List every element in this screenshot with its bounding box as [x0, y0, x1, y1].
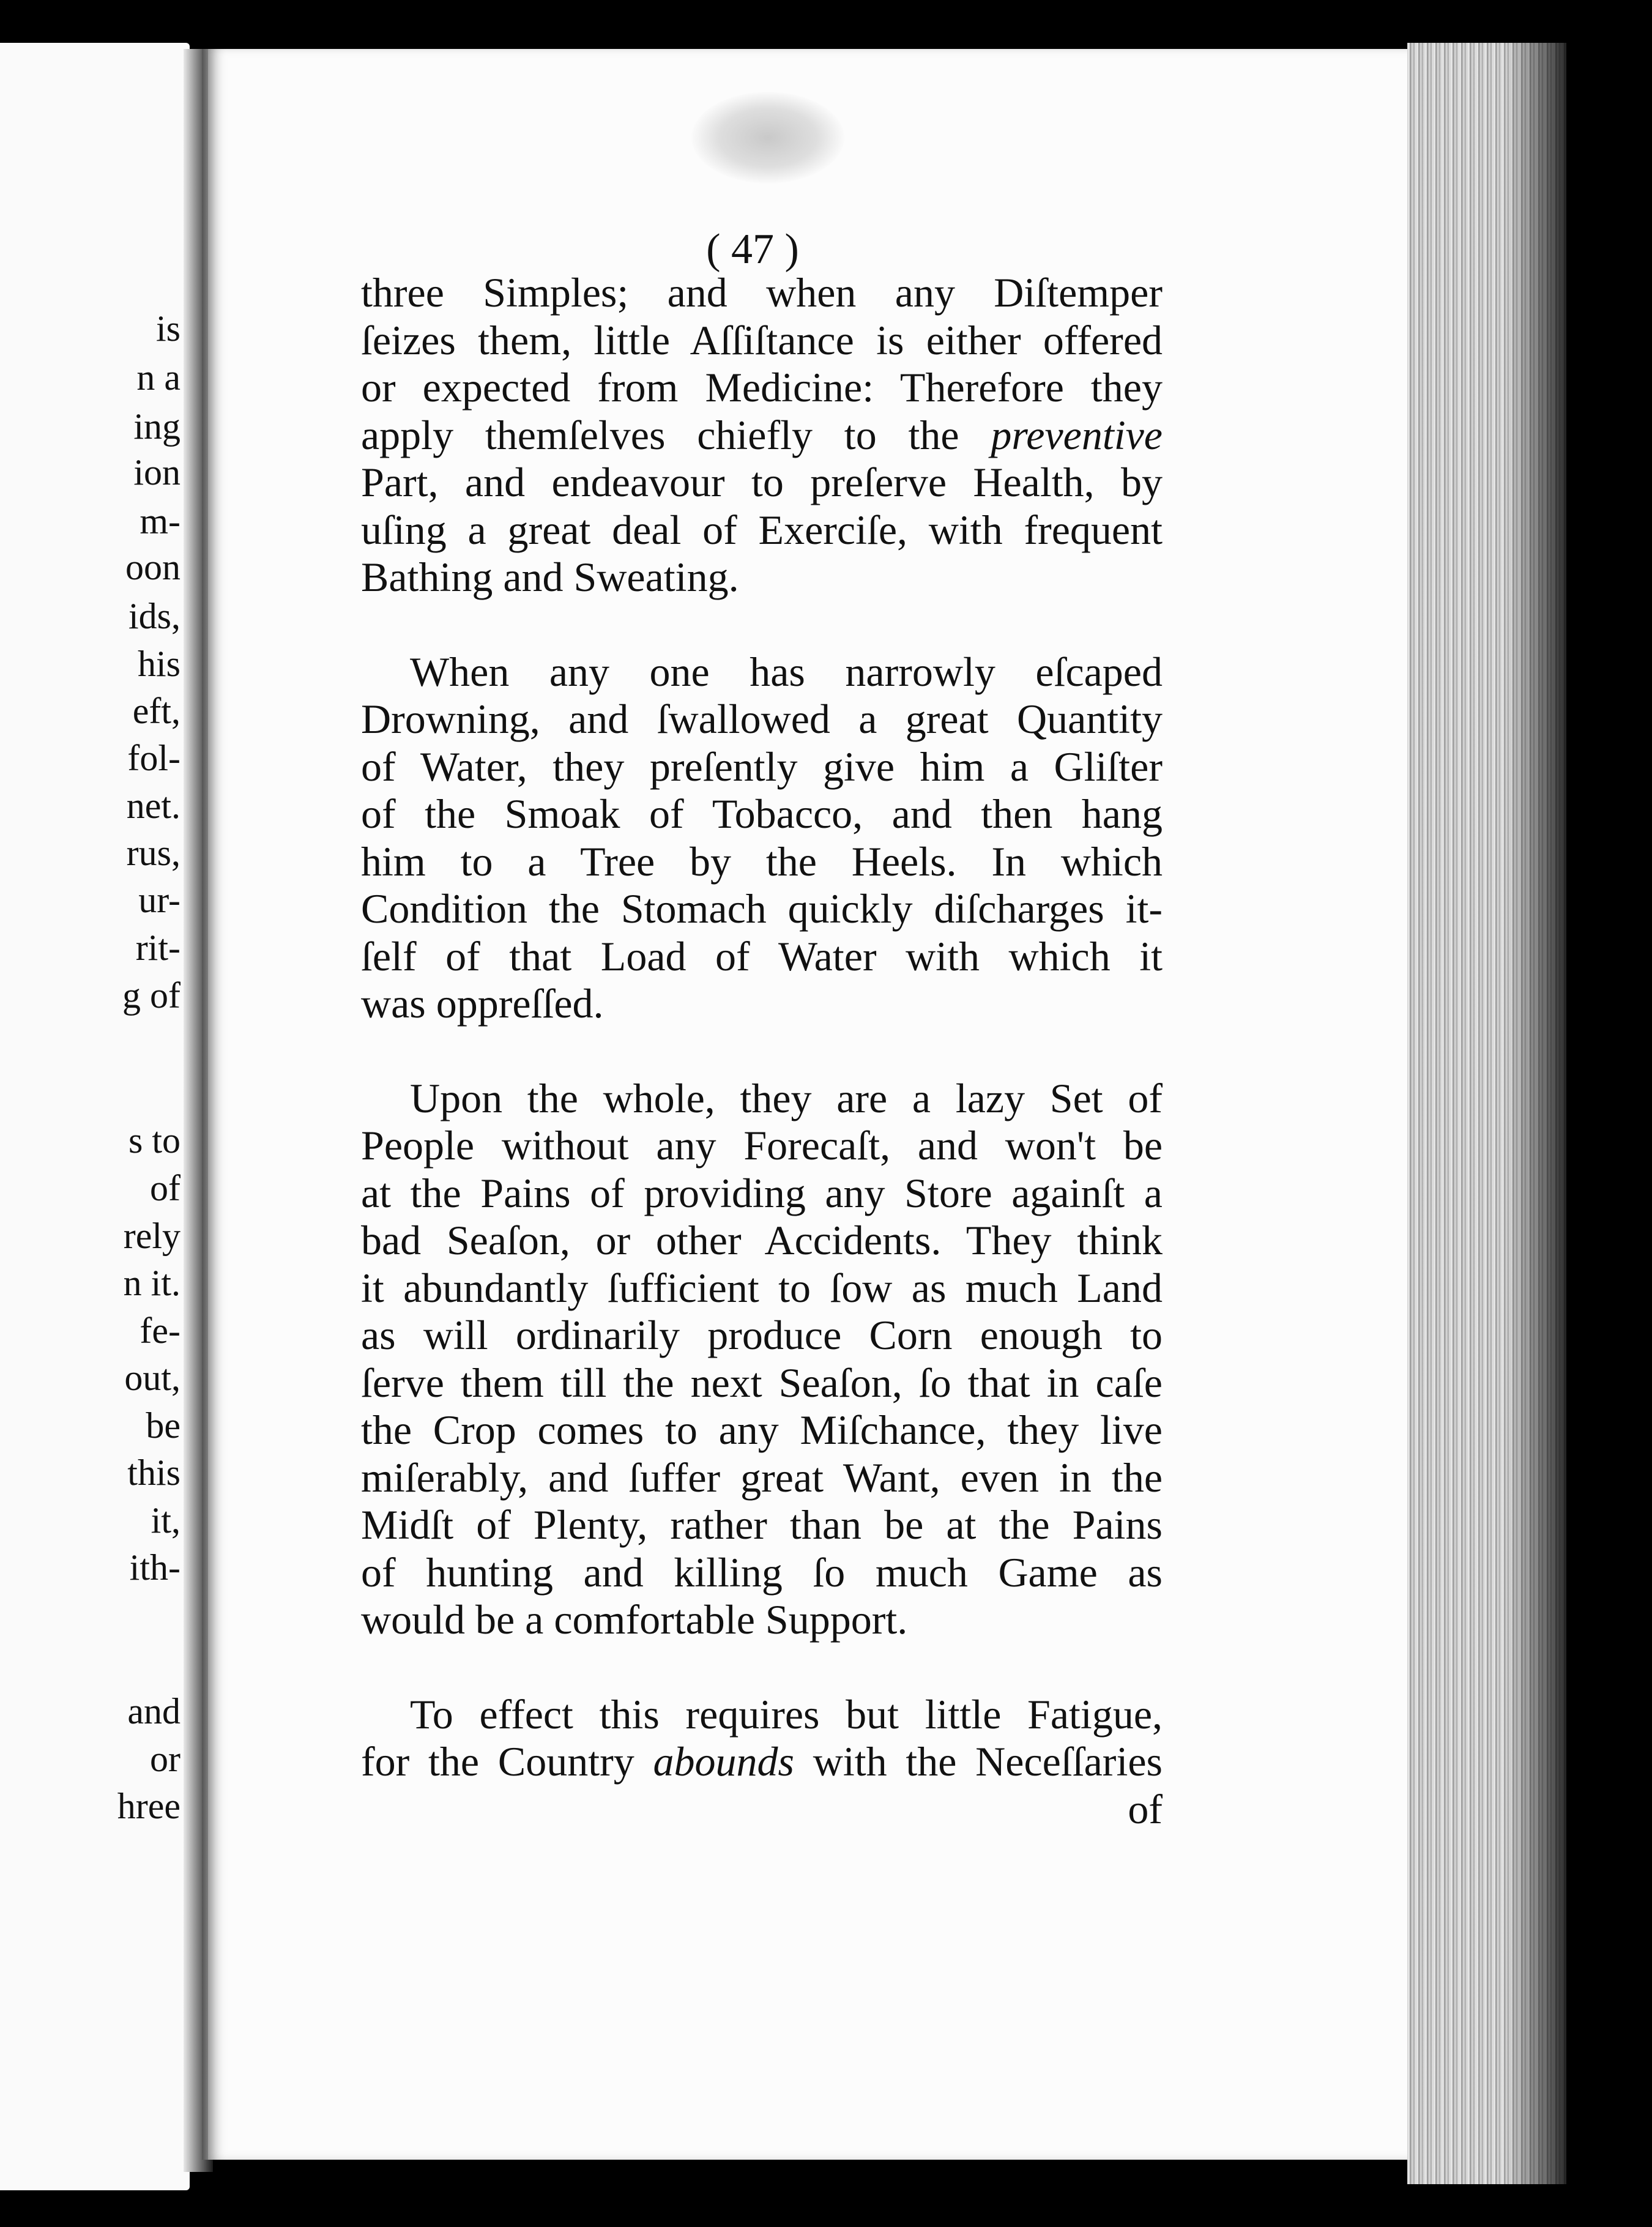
- text-line: for the Country abounds with the Neceſſaries: [361, 1738, 1163, 1785]
- text-line: as will ordinarily produce Corn enough to: [361, 1312, 1163, 1358]
- catchword: of: [1128, 1785, 1163, 1832]
- text-line: or expected from Medicine: Therefore they: [361, 364, 1163, 411]
- text-line: When any one has narrowly eſcaped: [410, 648, 1163, 695]
- text-line: Drowning, and ſwallowed a great Quantity: [361, 696, 1163, 742]
- left-page-fragment: g of: [122, 975, 180, 1016]
- text-line: three Simples; and when any Diſtemper: [361, 269, 1163, 316]
- text-line: Bathing and Sweating.: [361, 554, 739, 600]
- left-page-fragment: ion: [133, 452, 180, 493]
- page-number: ( 47 ): [706, 226, 799, 273]
- left-page-fragment: rus,: [126, 833, 180, 873]
- paragraph-gap: [361, 1028, 1163, 1075]
- text-line: the Crop comes to any Miſchance, they live: [361, 1407, 1163, 1453]
- paragraph: [361, 1075, 1163, 1644]
- left-page-fragment: eft,: [132, 691, 180, 731]
- paragraph: [361, 1691, 1163, 1786]
- text-line: apply themſelves chiefly to the preventive: [361, 411, 1163, 458]
- text-line: of hunting and killing ſo much Game as: [361, 1548, 1163, 1596]
- left-page-fragment: rit-: [135, 928, 180, 968]
- left-page-fragment: his: [137, 644, 180, 684]
- text-line: Upon the whole, they are a lazy Set of: [410, 1074, 1163, 1121]
- text-line: ſelf of that Load of Water with which it: [361, 932, 1163, 980]
- paragraph: [361, 269, 1163, 601]
- book-edge-shadow: [1505, 43, 1579, 2184]
- text-line: was oppreſſed.: [361, 980, 604, 1027]
- text-line: Condition the Stomach quickly diſcharges it-: [361, 885, 1163, 932]
- paragraph-gap: [361, 601, 1163, 649]
- text-line: would be a comfortable Support.: [361, 1596, 908, 1643]
- text-line: ſerve them till the next Seaſon, ſo that in caſe: [361, 1359, 1163, 1406]
- left-page-fragment: m-: [140, 501, 180, 541]
- text-line: People without any Forecaſt, and won't be: [361, 1122, 1163, 1169]
- left-page-fragment: of: [150, 1168, 180, 1208]
- left-page-fragment: oon: [125, 547, 180, 587]
- left-page-fragment: ur-: [138, 880, 180, 920]
- ink-smudge: [691, 92, 844, 184]
- left-page-fragment: and: [127, 1691, 180, 1731]
- left-page-fragment: ing: [133, 406, 180, 447]
- left-page-fragment: be: [146, 1405, 180, 1446]
- text-line: ſeizes them, little Aſſiſtance is either offered: [361, 316, 1163, 363]
- page-body-text: [361, 269, 1163, 1833]
- left-page-fragment: hree: [117, 1786, 180, 1826]
- left-page-fragment: n a: [136, 357, 180, 398]
- left-page-fragment: is: [155, 308, 180, 349]
- left-page-fragment: fol-: [127, 738, 180, 778]
- text-line: it abundantly ſufficient to ſow as much Land: [361, 1264, 1163, 1311]
- text-line: Midſt of Plenty, rather than be at the Pains: [361, 1501, 1163, 1548]
- left-page-fragment: fe-: [140, 1311, 180, 1351]
- text-line: Part, and endeavour to preſerve Health, by: [361, 459, 1163, 505]
- left-page-fragment: ids,: [128, 596, 180, 636]
- left-page-fragment: it,: [151, 1500, 180, 1541]
- text-line: him to a Tree by the Heels. In which: [361, 838, 1163, 885]
- text-line: of Water, they preſently give him a Gliſter: [361, 743, 1163, 790]
- paragraph: [361, 649, 1163, 1028]
- left-page-fragment: this: [127, 1452, 180, 1493]
- left-page-fragment: out,: [124, 1358, 180, 1398]
- text-line: To effect this requires but little Fatigue,: [410, 1690, 1163, 1738]
- left-page-fragment: n it.: [123, 1263, 180, 1303]
- left-page-fragment: or: [150, 1739, 180, 1779]
- text-line: of the Smoak of Tobacco, and then hang: [361, 790, 1163, 837]
- text-line: bad Seaſon, or other Accidents. They think: [361, 1217, 1163, 1263]
- left-page-fragment: s to: [128, 1120, 180, 1161]
- left-page-fragment: net.: [126, 786, 180, 826]
- paragraph-gap: [361, 1644, 1163, 1691]
- text-line: uſing a great deal of Exerciſe, with frequent: [361, 506, 1163, 553]
- text-line: miſerably, and ſuffer great Want, even in the: [361, 1454, 1163, 1501]
- text-line: at the Pains of providing any Store againſt a: [361, 1169, 1163, 1216]
- left-page-fragment: rely: [123, 1216, 180, 1256]
- left-page-fragment: ith-: [129, 1547, 180, 1588]
